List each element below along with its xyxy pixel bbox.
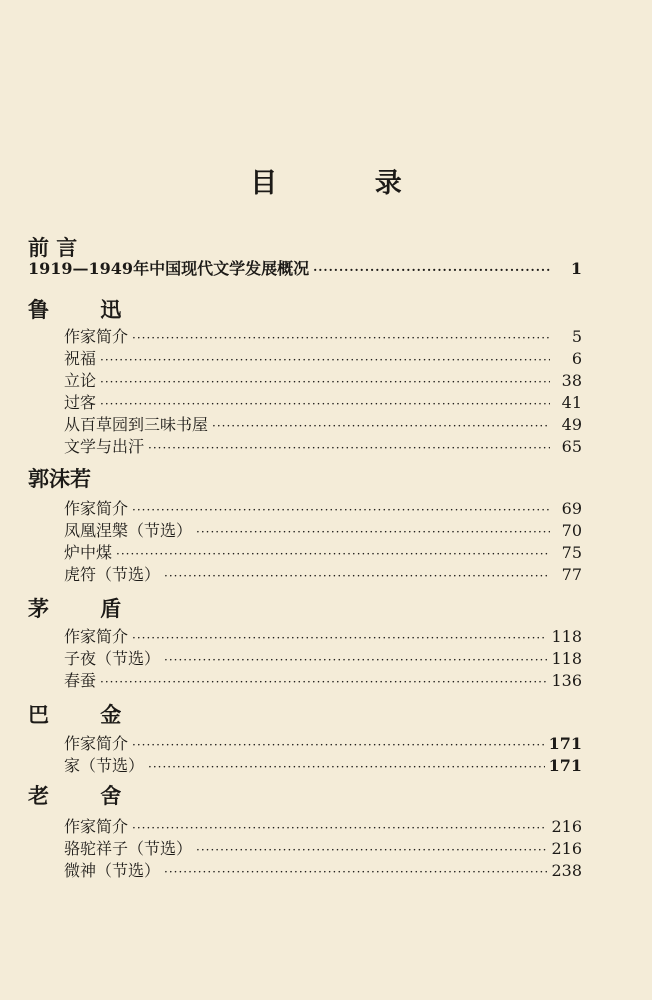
- leader-dots: [148, 756, 545, 778]
- entry-page: 118: [551, 627, 582, 646]
- toc-entry[interactable]: [64, 326, 582, 349]
- entry-label: 春蚕: [64, 671, 97, 690]
- toc-entry[interactable]: [64, 755, 582, 778]
- entry-page: 65: [561, 437, 582, 456]
- toc-entry[interactable]: [64, 626, 582, 649]
- section-heading-guomoruo: 郭沫若: [28, 466, 91, 491]
- section-heading-luxun: 鲁 迅: [28, 297, 144, 322]
- leader-dots: [164, 565, 550, 587]
- entry-label: 家（节选）: [64, 756, 145, 775]
- entry-label: 炉中煤: [64, 543, 113, 562]
- toc-entry[interactable]: [64, 520, 582, 543]
- leader-dots: [100, 349, 550, 371]
- toc-entry[interactable]: [64, 838, 582, 861]
- entry-label: 从百草园到三味书屋: [64, 415, 209, 434]
- leader-dots: [196, 839, 547, 861]
- entry-label: 作家简介: [64, 499, 129, 518]
- toc-entry[interactable]: [64, 498, 582, 521]
- leader-dots: [132, 627, 547, 649]
- section-heading-maodun: 茅 盾: [28, 596, 144, 621]
- entry-page: 216: [551, 839, 582, 858]
- entry-page: 216: [551, 817, 582, 836]
- toc-entry[interactable]: [64, 648, 582, 671]
- page-title: 目 录: [250, 168, 446, 199]
- leader-dots: [132, 499, 550, 521]
- leader-dots: [164, 861, 547, 883]
- entry-label: 文学与出汗: [64, 437, 145, 456]
- leader-dots: [132, 327, 550, 349]
- toc-entry[interactable]: [64, 370, 582, 393]
- toc-entry[interactable]: [64, 564, 582, 587]
- section-heading-bajin: 巴 金: [28, 702, 144, 727]
- toc-entry[interactable]: [64, 542, 582, 565]
- entry-label: 作家简介: [64, 817, 129, 836]
- section-heading-laoshe: 老 舍: [28, 783, 144, 808]
- leader-dots: [116, 543, 550, 565]
- toc-entry[interactable]: [64, 348, 582, 371]
- leader-dots: [313, 259, 550, 281]
- entry-page: 171: [548, 734, 582, 753]
- toc-entry[interactable]: [64, 860, 582, 883]
- leader-dots: [132, 734, 545, 756]
- entry-page: 171: [548, 756, 582, 775]
- leader-dots: [212, 415, 550, 437]
- entry-page: 238: [551, 861, 582, 880]
- entry-label: 作家简介: [64, 627, 129, 646]
- entry-label: 1919—1949年中国现代文学发展概况: [28, 259, 310, 278]
- toc-entry[interactable]: [64, 816, 582, 839]
- leader-dots: [132, 817, 547, 839]
- entry-page: 70: [561, 521, 582, 540]
- toc-entry[interactable]: [64, 733, 582, 756]
- entry-label: 过客: [64, 393, 97, 412]
- entry-page: 75: [561, 543, 582, 562]
- entry-page: 41: [561, 393, 582, 412]
- entry-label: 虎符（节选）: [64, 565, 161, 584]
- leader-dots: [148, 437, 550, 459]
- entry-label: 作家简介: [64, 327, 129, 346]
- toc-entry[interactable]: [64, 670, 582, 693]
- toc-entry-preface[interactable]: [28, 258, 582, 281]
- entry-label: 凤凰涅槃（节选）: [64, 521, 193, 540]
- entry-page: 49: [561, 415, 582, 434]
- entry-page: 118: [551, 649, 582, 668]
- toc-entry[interactable]: [64, 436, 582, 459]
- entry-label: 骆驼祥子（节选）: [64, 839, 193, 858]
- entry-page: 6: [571, 349, 582, 368]
- leader-dots: [100, 393, 550, 415]
- leader-dots: [164, 649, 547, 671]
- leader-dots: [100, 671, 547, 693]
- entry-page: 69: [561, 499, 582, 518]
- entry-label: 祝福: [64, 349, 97, 368]
- preface-heading: 前 言: [28, 235, 78, 260]
- entry-page: 1: [570, 259, 582, 278]
- toc-entry[interactable]: [64, 414, 582, 437]
- entry-label: 微神（节选）: [64, 861, 161, 880]
- entry-label: 子夜（节选）: [64, 649, 161, 668]
- entry-page: 5: [571, 327, 582, 346]
- entry-page: 77: [561, 565, 582, 584]
- entry-label: 作家简介: [64, 734, 129, 753]
- entry-page: 136: [551, 671, 582, 690]
- toc-entry[interactable]: [64, 392, 582, 415]
- leader-dots: [196, 521, 550, 543]
- entry-page: 38: [561, 371, 582, 390]
- entry-label: 立论: [64, 371, 97, 390]
- leader-dots: [100, 371, 550, 393]
